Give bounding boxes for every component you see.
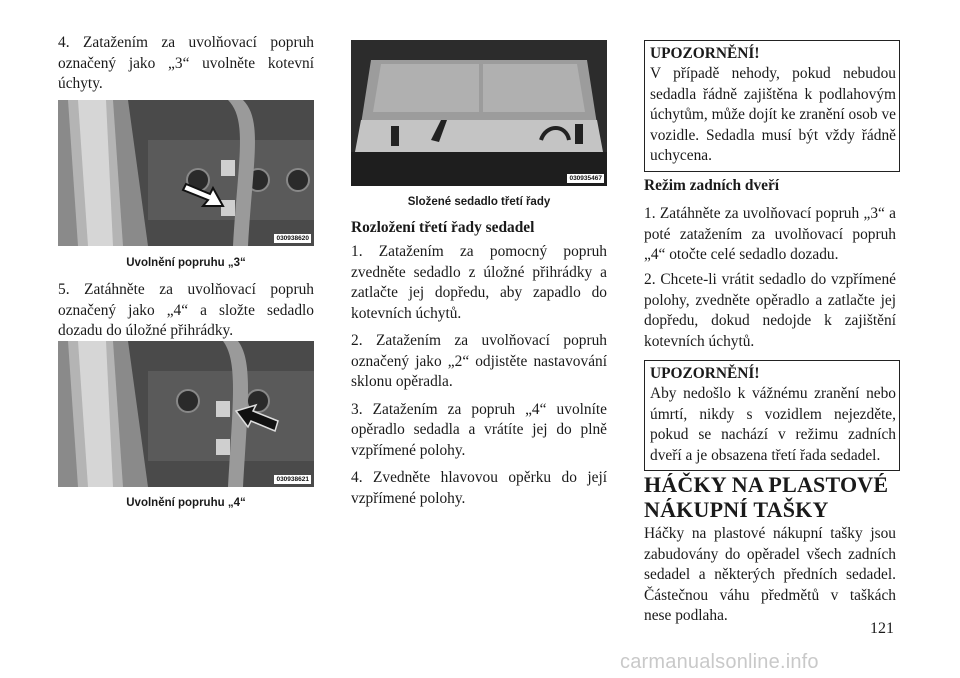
unfold-steps [351,242,607,509]
section-title-line-1: HÁČKY NA PLASTOVÉ [644,472,889,497]
photo-strap-4-release [58,341,314,487]
unfold-step-1: 1. Zatažením za pomocný popruh zvedněte sedadlo z úložné přihrádky a zatlačte jej dopředu, aby zapadlo do kotevních úchytů. [351,243,607,322]
page-number: 121 [870,620,894,637]
rear-door-step-1: 1. Zatáhněte za uvolňovací popruh „3“ a poté zatažením za uvolňovací popruh „4“ otočte celé sedadlo dozadu. [644,205,896,263]
photo-code: 030938620 [276,235,309,242]
warning-box-2 [644,360,900,471]
heading-unfold-third-row: Rozložení třetí řady sedadel [351,219,535,236]
unfold-step-3: 3. Zatažením za popruh „4“ uvolníte opěradlo sedadla a vrátíte jej do plně vzpřímené polohy. [351,400,607,459]
warning-2-text: Aby nedošlo k vážnému zranění nebo úmrtí, nikdy s vozidlem nejezděte, pokud se nachází v režimu zadních dveří a je obsazena třetí řada sedadel. [650,385,896,464]
warning-1-text: V případě nehody, pokud nebudou sedadla řádně zajištěna k podlahovým úchytům, může dojít ke zranění osob ve vozidle. Sedadla musí být vždy řádně uchycena. [650,65,896,164]
rear-door-step-2: 2. Chcete-li vrátit sedadlo do vzpřímené polohy, zvedněte opěradlo a zatlačte jej dopředu, dokud nedojde k zajištění kotevních úchytů. [644,271,896,350]
caption-strap-3: Uvolnění popruhu „3“ [126,257,246,269]
section-bag-hooks-text: Háčky na plastové nákupní tašky jsou zabudovány do opěradel všech zadních sedadel a některých předních sedadel. Částečnou váhu předmětů v taškách nese podlaha. [644,525,896,624]
warning-1-title: UPOZORNĚNÍ! [650,45,760,62]
caption-strap-4: Uvolnění popruhu „4“ [126,497,246,509]
watermark: carmanualsonline.info [620,651,819,673]
caption-folded-seat: Složené sedadlo třetí řady [407,196,551,208]
photo-code: 030938621 [276,476,309,483]
photo-strap-3-release [58,100,314,246]
warning-2-title: UPOZORNĚNÍ! [650,365,760,382]
unfold-step-4: 4. Zvedněte hlavovou opěrku do její vzpřímené polohy. [351,469,607,507]
unfold-step-2: 2. Zatažením za uvolňovací popruh označený jako „2“ odjistěte nastavování sklonu opěradla. [351,332,607,390]
step-4-text: 4. Zatažením za uvolňovací popruh označený jako „3“ uvolněte kotevní úchyty. [58,34,314,92]
photo-folded-third-row [351,40,607,186]
heading-rear-door-mode: Režim zadních dveří [644,177,780,194]
photo-code: 030935467 [569,175,602,182]
step-5-text: 5. Zatáhněte za uvolňovací popruh označený jako „4“ a složte sedadlo dozadu do úložné přihrádky. [58,281,314,339]
warning-box-1 [644,40,900,172]
section-bag-hooks [644,472,896,627]
section-title-line-2: NÁKUPNÍ TAŠKY [644,497,829,522]
